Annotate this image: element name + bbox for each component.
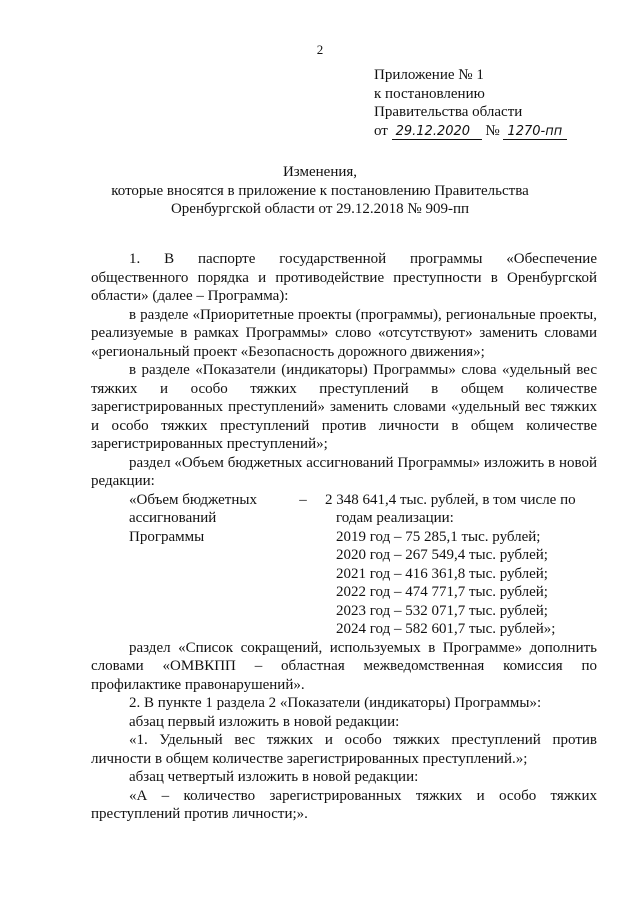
paragraph-5: раздел «Список сокращений, используемых в Программе» дополнить словами «ОМВКПП – областная межведомственная комиссия по профилактике правонарушений».	[91, 639, 597, 693]
budget-year-row: 2022 год – 474 771,7 тыс. рублей;	[336, 584, 548, 600]
document-body	[91, 250, 597, 824]
budget-dash: –	[299, 491, 307, 508]
title-line-2: которые вносятся в приложение к постановлению Правительства	[111, 182, 529, 199]
paragraph-10: «А – количество зарегистрированных тяжких и особо тяжких преступлений против личности;».	[91, 787, 597, 822]
appendix-line-2: к постановлению	[374, 85, 485, 102]
page-number: 2	[316, 42, 324, 57]
handwritten-date: 29.12.2020	[392, 124, 482, 140]
paragraph-2: в разделе «Приоритетные проекты (программы), региональные проекты, реализуемые в рамках Программы» слово «отсутствуют» заменить словами «региональный проект «Безопасность дорожного движения»;	[91, 306, 597, 360]
paragraph-3: в разделе «Показатели (индикаторы) Программы» слова «удельный вес тяжких и особо тяжких преступлений в общем количестве зарегистрированных преступлений» заменить словами «удельный вес тяжких и особо тяжких преступлений против личности в общем количестве зарегистрированных преступлений»;	[91, 362, 597, 452]
budget-year-row: 2019 год – 75 285,1 тыс. рублей;	[336, 528, 541, 545]
appendix-line-1: Приложение № 1	[374, 67, 484, 83]
budget-values	[325, 491, 597, 639]
budget-year-row: 2021 год – 416 361,8 тыс. рублей;	[336, 565, 548, 582]
paragraph-8: «1. Удельный вес тяжких и особо тяжких преступлений против личности в общем количестве зарегистрированных преступлений.»;	[91, 732, 597, 767]
budget-year-row: 2023 год – 532 071,7 тыс. рублей;	[336, 602, 548, 619]
appendix-line-3: Правительства области	[374, 104, 523, 120]
paragraph-7: абзац первый изложить в новой редакции:	[129, 713, 400, 730]
number-label: №	[485, 122, 500, 139]
appendix-date-row	[374, 122, 567, 141]
appendix-header	[374, 66, 567, 140]
handwritten-number: 1270-пп	[503, 124, 567, 140]
budget-subtitle: годам реализации:	[336, 510, 454, 526]
paragraph-9: абзац четвертый изложить в новой редакции:	[129, 769, 419, 785]
from-label: от	[374, 122, 388, 139]
title-line-3: Оренбургской области от 29.12.2018 № 909-пп	[170, 201, 470, 217]
budget-year-row: 2024 год – 582 601,7 тыс. рублей»;	[336, 621, 556, 637]
paragraph-4: раздел «Объем бюджетных ассигнований Программы» изложить в новой редакции:	[91, 454, 597, 489]
paragraph-6: 2. В пункте 1 раздела 2 «Показатели (индикаторы) Программы»:	[129, 695, 542, 711]
document-title	[0, 163, 640, 219]
title-line-1: Изменения,	[282, 164, 358, 180]
paragraph-1: 1. В паспорте государственной программы «Обеспечение общественного порядка и противодействие преступности в Оренбургской области» (далее – Программа):	[91, 251, 597, 304]
budget-total: 2 348 641,4 тыс. рублей, в том числе по	[325, 491, 576, 508]
budget-label: «Объем бюджетных ассигнований Программы	[129, 491, 257, 545]
budget-year-row: 2020 год – 267 549,4 тыс. рублей;	[336, 547, 548, 563]
budget-table	[91, 491, 597, 639]
